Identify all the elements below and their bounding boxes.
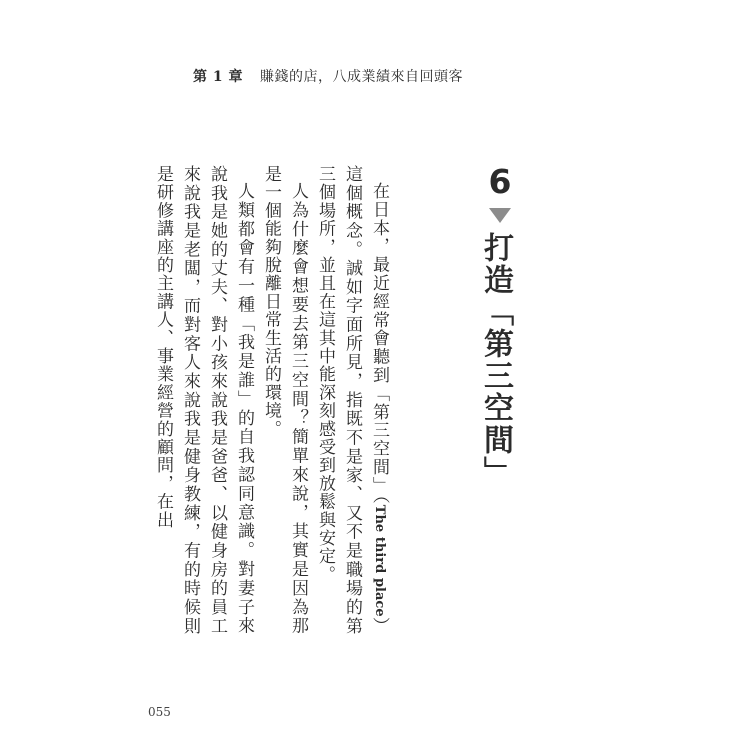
paragraph-1 [311,165,393,635]
section-number: 6 [488,162,512,201]
page-number: 055 [148,705,171,719]
paragraph-3: 人類都會有一種「我是誰」的自我認同意識。對妻子來說我是她的丈夫、對小孩來說我是爸爸、以健身房的員工來說我是老闆，而對客人來說我是健身教練，有的時候則是研修講座的主講人、事業經營的顧問，在出 [153,165,254,635]
chapter-label: 第 1 章 [193,69,243,85]
paragraph-1-english-term: The third place [372,504,387,617]
body-text [153,165,393,635]
running-header [193,66,463,86]
paragraph-2: 人為什麼會想要去第三空間？簡單來說，其實是因為那是一個能夠脫離日常生活的環境。 [261,165,308,635]
section-title: 打造「第三空間」 [478,232,513,488]
chapter-title: 賺錢的店，八成業績來自回頭客 [259,69,463,85]
paragraph-1-end: ）這個概念。誠如字面所見，指既不是家、又不是職場的第三個場所，並且在這其中能深刻感受到放鬆與安定。 [315,165,389,635]
paragraph-1-start: 在日本，最近經常會聽到「第三空間」（ [369,182,389,505]
triangle-down-icon [489,208,511,223]
